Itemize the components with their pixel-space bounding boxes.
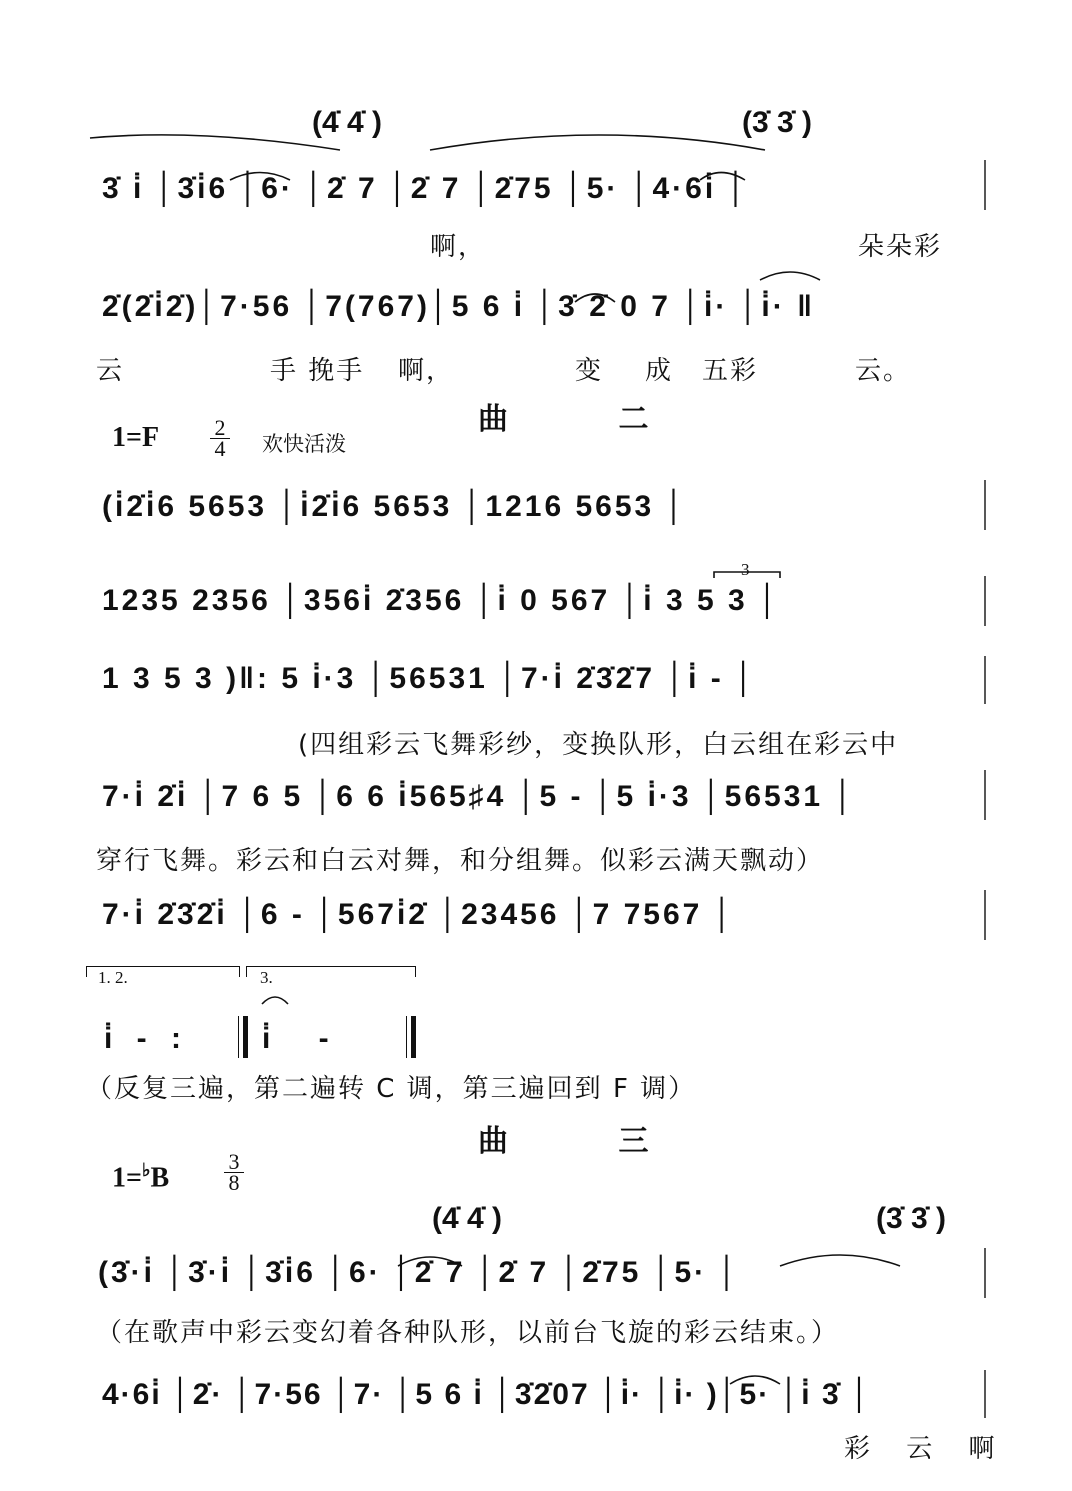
lyric-yun: 云: [96, 356, 125, 386]
slur-9: [730, 1376, 780, 1384]
score-row-4: 1235 2356 │356i̇ 2̇356 │i̇ 0 567 │i̇ 3 5 3 │: [102, 584, 781, 617]
score-row-9: 4·6i̇ │2̇· │7·56 │7· │5 6 i̇ │3̇2̇07 │i̇· │i̇· )│5· │i̇ 3̇ │: [102, 1378, 872, 1411]
flat-sign: ♭: [141, 1160, 151, 1180]
score-row-7: 7·i̇ 2̇3̇2̇i̇ │6 - │567i̇2̇ │23456 │7 7567 │: [102, 898, 736, 931]
slur-2: [430, 135, 765, 150]
grace-notes-4: (3̇ 3̇ ): [876, 1202, 947, 1235]
stage-note-2: 穿行飞舞。彩云和白云对舞，和分组舞。似彩云满天飘动）: [96, 846, 825, 876]
score-row-5: 1 3 5 3 )‖: 5 i̇·3 │56531 │7·i̇ 2̇3̇2̇7 │i̇ - │: [102, 662, 757, 695]
score-row-8: (3̇·i̇ │3̇·i̇ │3̇i̇6 │6· │2̇ 7 │2̇ 7 │2̇75 │5· │: [98, 1256, 741, 1289]
lyric-shouwanshou: 手 挽手: [270, 356, 365, 386]
time-bottom: 4: [214, 436, 226, 461]
slur-3: [230, 173, 290, 181]
slur-5: [575, 294, 615, 302]
lyric-ah-1: 啊，: [430, 232, 487, 262]
score-row-6: 7·i̇ 2̇i̇ │7 6 5 │6 6 i̇565♯4 │5 - │5 i̇·3 │56531 │: [102, 780, 857, 813]
ending-third: i̇ -: [262, 1022, 349, 1055]
repeat-instruction: （反复三遍，第二遍转 C 调，第三遍回到 F 调）: [86, 1074, 697, 1104]
lyric-bian: 变: [575, 356, 604, 386]
lyric-yun-end: 云。: [855, 356, 912, 386]
grace-notes-3: (4̇ 4̇ ): [432, 1202, 503, 1235]
volta-label-2: 3.: [260, 968, 273, 987]
score-row-2: 2̇(2̇i̇2̇)│7·56 │7(767)│5 6 i̇ │3̇ 2̇ 0 7 │i̇· │i̇· ‖: [102, 290, 816, 323]
grace-notes-1: (4̇ 4̇ ): [312, 106, 383, 139]
time-top: 2: [214, 415, 226, 440]
triplet-bracket: [714, 572, 780, 578]
ending-first: i̇ - :: [104, 1022, 189, 1055]
grace-notes-2: (3̇ 3̇ ): [742, 106, 813, 139]
slur-6: [760, 272, 820, 280]
score-row-3: (i̇2̇i̇6 5653 │i̇2̇i̇6 5653 │1216 5653 │: [102, 490, 688, 523]
lyric-cheng: 成: [645, 356, 674, 386]
lyric-caiyun: 彩 云 啊: [844, 1434, 1009, 1464]
stage-note-1: (四组彩云飞舞彩纱，变换队形，白云组在彩云中: [298, 730, 899, 760]
key-note: B: [150, 1162, 170, 1194]
tempo-marking: 欢快活泼: [262, 432, 346, 456]
slur-1: [90, 135, 340, 150]
stage-note-3: （在歌声中彩云变幻着各种队形，以前台飞旋的彩云结束。）: [96, 1318, 840, 1348]
triplet-mark: 3: [741, 560, 750, 579]
fermata: [262, 997, 288, 1004]
lyric-ah-2: 啊，: [398, 356, 455, 386]
key-signature-2: 1=F: [112, 422, 160, 453]
slur-4: [700, 173, 745, 181]
section-title-2: 曲 二: [478, 402, 699, 437]
time-top-3: 3: [228, 1149, 240, 1174]
score-row-1: 3̇ i̇ │3̇i̇6 │6· │2̇ 7 │2̇ 7 │2̇75 │5· │4·6i̇ │: [102, 172, 750, 205]
volta-label-1: 1. 2.: [98, 968, 128, 987]
section-title-3: 曲 三: [478, 1124, 699, 1159]
lyric-duoduo: 朵朵彩: [858, 232, 943, 262]
slur-8: [780, 1255, 900, 1266]
time-bottom-3: 8: [228, 1170, 240, 1195]
key-prefix: 1=: [112, 1162, 142, 1194]
slur-7: [398, 1257, 462, 1266]
lyric-wucai: 五彩: [702, 356, 759, 386]
